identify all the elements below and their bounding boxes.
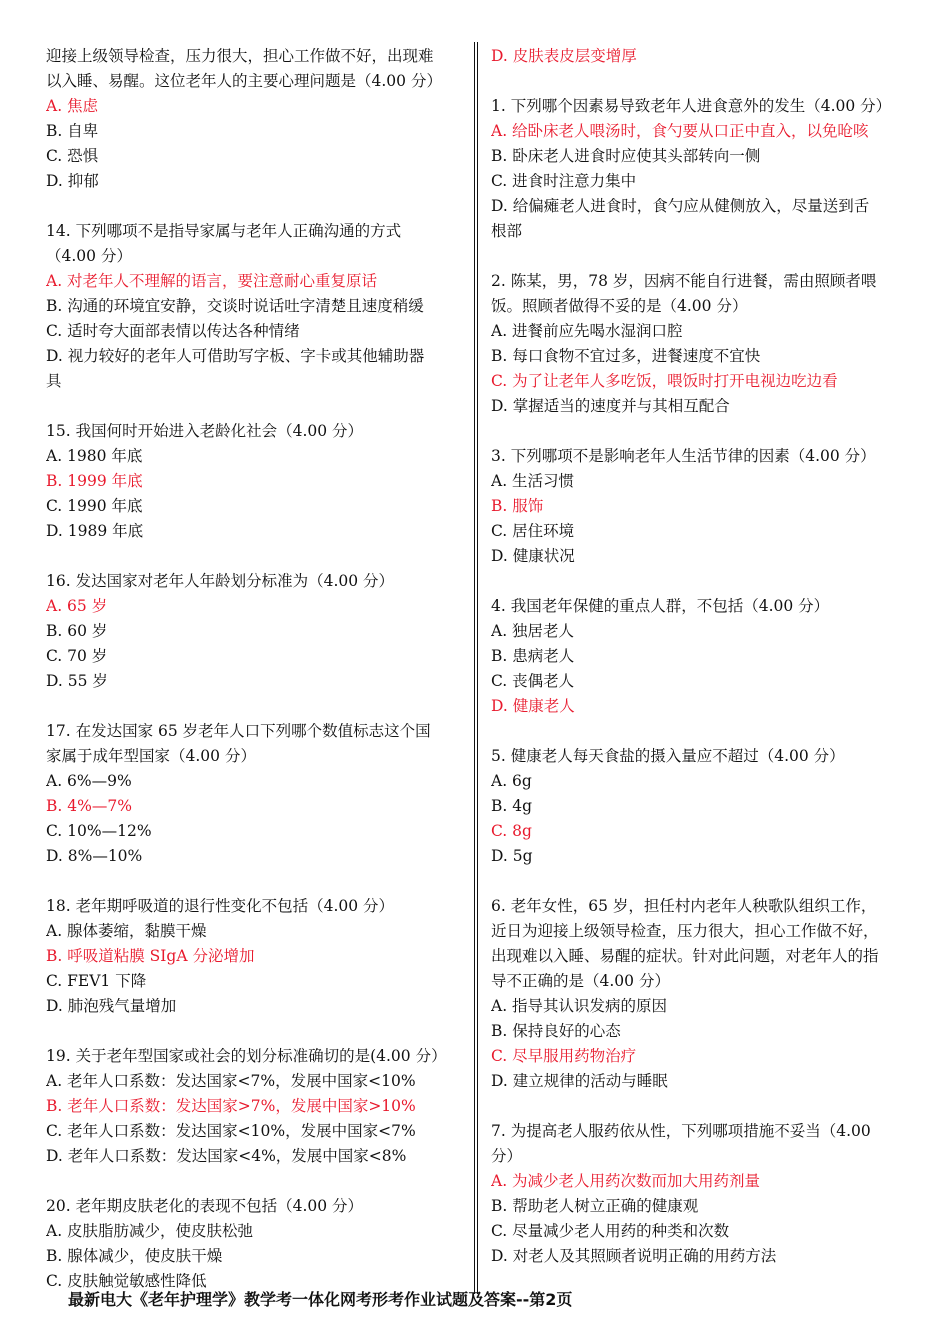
- question-line: 以入睡、易醒。这位老年人的主要心理问题是（4.00 分）: [46, 72, 442, 90]
- answer-line: C. 8g: [491, 822, 532, 840]
- question-line: C. 10%—12%: [46, 822, 152, 840]
- spacer: [46, 694, 462, 719]
- question-line: A. 6%—9%: [46, 772, 132, 790]
- answer-line: A. 65 岁: [46, 597, 108, 615]
- question-line: 16. 发达国家对老年人年龄划分标准为（4.00 分）: [46, 572, 395, 590]
- left-column: [46, 44, 462, 1294]
- spacer: [46, 1019, 462, 1044]
- question-line: 家属于成年型国家（4.00 分）: [46, 747, 256, 765]
- question-line: C. 适时夸大面部表情以传达各种情绪: [46, 322, 300, 340]
- question-line: 饭。照顾者做得不妥的是（4.00 分）: [491, 297, 748, 315]
- spacer: [491, 719, 909, 744]
- page-footer: 最新电大《老年护理学》教学考一体化网考形考作业试题及答案--第2页: [68, 1290, 573, 1309]
- question-line: 15. 我国何时开始进入老龄化社会（4.00 分）: [46, 422, 364, 440]
- question-line: D. 掌握适当的速度并与其相互配合: [491, 397, 730, 415]
- question-line: C. 居住环境: [491, 522, 575, 540]
- question-line: A. 进餐前应先喝水湿润口腔: [491, 322, 683, 340]
- answer-line: D. 皮肤表皮层变增厚: [491, 47, 637, 65]
- answer-line: B. 服饰: [491, 497, 544, 515]
- question-line: D. 1989 年底: [46, 522, 144, 540]
- question-line: A. 指导其认识发病的原因: [491, 997, 668, 1015]
- question-line: D. 抑郁: [46, 172, 99, 190]
- answer-line: B. 老年人口系数：发达国家>7%，发展中国家>10%: [46, 1097, 416, 1115]
- question-line: B. 患病老人: [491, 647, 575, 665]
- spacer: [491, 69, 909, 94]
- spacer: [491, 1094, 909, 1119]
- question-line: A. 生活习惯: [491, 472, 575, 490]
- question-line: A. 1980 年底: [46, 447, 143, 465]
- question-line: B. 自卑: [46, 122, 99, 140]
- answer-line: C. 尽早服用药物治疗: [491, 1047, 637, 1065]
- spacer: [46, 1169, 462, 1194]
- question-line: B. 卧床老人进食时应使其头部转向一侧: [491, 147, 761, 165]
- question-line: 18. 老年期呼吸道的退行性变化不包括（4.00 分）: [46, 897, 395, 915]
- question-line: D. 给偏瘫老人进食时，食勺应从健侧放入，尽量送到舌: [491, 197, 870, 215]
- question-line: 6. 老年女性，65 岁，担任村内老年人秧歌队组织工作，: [491, 897, 877, 915]
- question-line: 20. 老年期皮肤老化的表现不包括（4.00 分）: [46, 1197, 364, 1215]
- question-line: B. 沟通的环境宜安静，交谈时说话吐字清楚且速度稍缓: [46, 297, 424, 315]
- question-line: D. 55 岁: [46, 672, 108, 690]
- question-line: 14. 下列哪项不是指导家属与老年人正确沟通的方式: [46, 222, 402, 240]
- spacer: [46, 869, 462, 894]
- question-line: C. 尽量减少老人用药的种类和次数: [491, 1222, 730, 1240]
- answer-line: B. 4%—7%: [46, 797, 132, 815]
- question-line: 出现难以入睡、易醒的症状。针对此问题，对老年人的指: [491, 947, 879, 965]
- answer-line: A. 为减少老人用药次数而加大用药剂量: [491, 1172, 761, 1190]
- spacer: [46, 194, 462, 219]
- question-line: 迎接上级领导检查，压力很大，担心工作做不好，出现难: [46, 47, 434, 65]
- answer-line: A. 对老年人不理解的语言，要注意耐心重复原话: [46, 272, 378, 290]
- question-line: 7. 为提高老人服药依从性，下列哪项措施不妥当（4.00: [491, 1122, 871, 1140]
- question-line: 5. 健康老人每天食盐的摄入量应不超过（4.00 分）: [491, 747, 845, 765]
- question-line: A. 皮肤脂肪减少，使皮肤松弛: [46, 1222, 254, 1240]
- question-line: C. 丧偶老人: [491, 672, 575, 690]
- question-line: D. 8%—10%: [46, 847, 143, 865]
- spacer: [491, 419, 909, 444]
- question-line: 4. 我国老年保健的重点人群，不包括（4.00 分）: [491, 597, 830, 615]
- question-line: B. 4g: [491, 797, 533, 815]
- question-line: 1. 下列哪个因素易导致老年人进食意外的发生（4.00 分）: [491, 97, 892, 115]
- question-line: D. 对老人及其照顾者说明正确的用药方法: [491, 1247, 777, 1265]
- question-line: C. 恐惧: [46, 147, 99, 165]
- question-line: D. 老年人口系数：发达国家<4%，发展中国家<8%: [46, 1147, 407, 1165]
- answer-line: A. 给卧床老人喂汤时，食勺要从口正中直入，以免呛咳: [491, 122, 869, 140]
- spacer: [491, 569, 909, 594]
- question-line: B. 帮助老人树立正确的健康观: [491, 1197, 699, 1215]
- question-line: C. 老年人口系数：发达国家<10%，发展中国家<7%: [46, 1122, 416, 1140]
- question-line: D. 5g: [491, 847, 533, 865]
- question-line: 根部: [491, 222, 523, 240]
- question-line: B. 每口食物不宜过多，进餐速度不宜快: [491, 347, 761, 365]
- question-line: C. FEV1 下降: [46, 972, 147, 990]
- question-line: A. 老年人口系数：发达国家<7%，发展中国家<10%: [46, 1072, 416, 1090]
- question-line: B. 腺体减少，使皮肤干燥: [46, 1247, 223, 1265]
- question-line: 分）: [491, 1147, 523, 1165]
- spacer: [491, 244, 909, 269]
- question-line: D. 肺泡残气量增加: [46, 997, 177, 1015]
- question-line: D. 健康状况: [491, 547, 575, 565]
- question-line: B. 保持良好的心态: [491, 1022, 621, 1040]
- question-line: A. 腺体萎缩，黏膜干燥: [46, 922, 207, 940]
- question-line: 17. 在发达国家 65 岁老年人口下列哪个数值标志这个国: [46, 722, 431, 740]
- question-line: 具: [46, 372, 62, 390]
- question-line: C. 70 岁: [46, 647, 108, 665]
- question-line: D. 视力较好的老年人可借助写字板、字卡或其他辅助器: [46, 347, 425, 365]
- question-line: A. 独居老人: [491, 622, 575, 640]
- spacer: [491, 869, 909, 894]
- question-line: A. 6g: [491, 772, 532, 790]
- spacer: [46, 394, 462, 419]
- question-line: （4.00 分）: [46, 247, 132, 265]
- question-line: C. 皮肤触觉敏感性降低: [46, 1272, 207, 1290]
- spacer: [46, 544, 462, 569]
- question-line: 3. 下列哪项不是影响老年人生活节律的因素（4.00 分）: [491, 447, 876, 465]
- question-line: 19. 关于老年型国家或社会的划分标准确切的是(4.00 分）: [46, 1047, 447, 1065]
- question-line: 近日为迎接上级领导检查，压力很大，担心工作做不好，: [491, 922, 879, 940]
- answer-line: D. 健康老人: [491, 697, 575, 715]
- question-line: C. 进食时注意力集中: [491, 172, 637, 190]
- question-line: 导不正确的是（4.00 分）: [491, 972, 670, 990]
- answer-line: B. 1999 年底: [46, 472, 143, 490]
- answer-line: A. 焦虑: [46, 97, 99, 115]
- right-column: [491, 44, 909, 1269]
- question-line: 2. 陈某，男，78 岁，因病不能自行进餐，需由照顾者喂: [491, 272, 877, 290]
- question-line: C. 1990 年底: [46, 497, 143, 515]
- answer-line: B. 呼吸道粘膜 SIgA 分泌增加: [46, 947, 255, 965]
- column-divider: [474, 42, 478, 1294]
- question-line: B. 60 岁: [46, 622, 108, 640]
- question-line: D. 建立规律的活动与睡眠: [491, 1072, 668, 1090]
- answer-line: C. 为了让老年人多吃饭，喂饭时打开电视边吃边看: [491, 372, 838, 390]
